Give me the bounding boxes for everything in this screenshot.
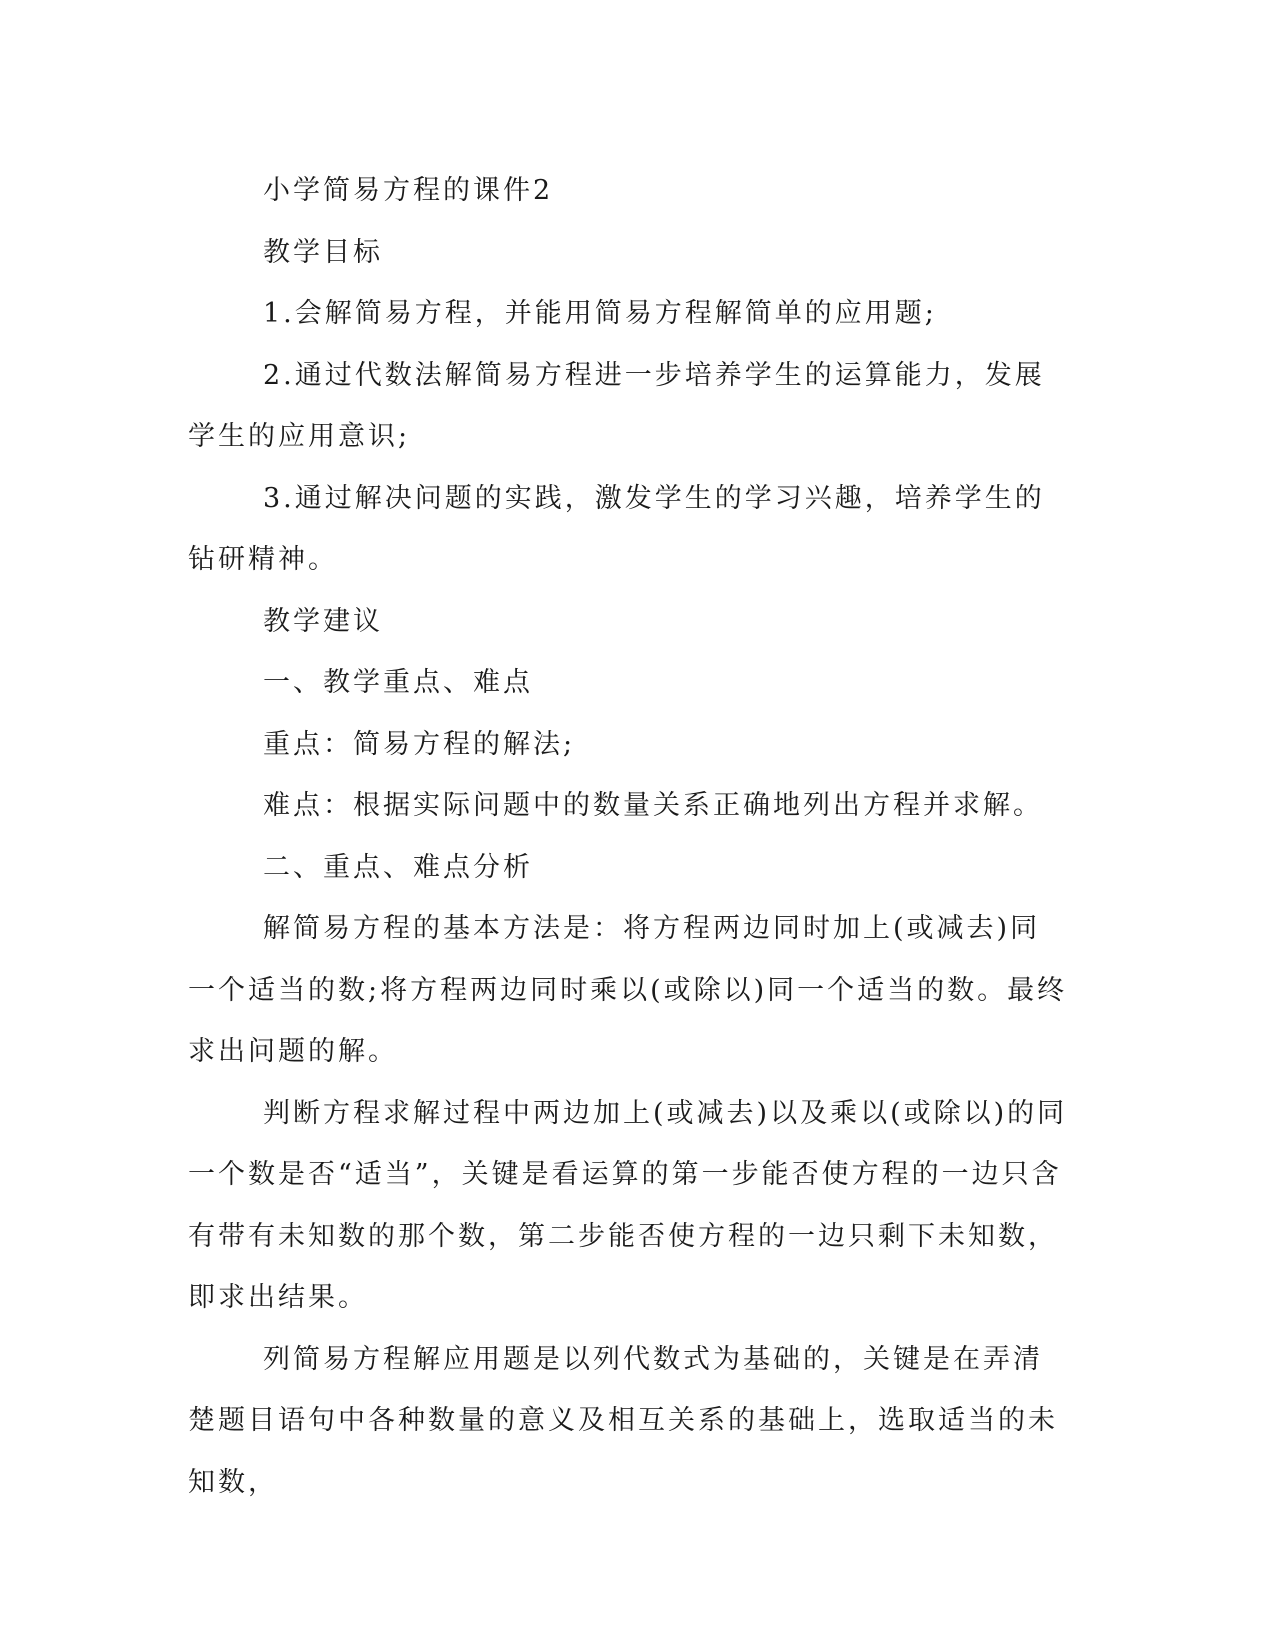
goal-item-2: 2.通过代数法解简易方程进一步培养学生的运算能力，发展学生的应用意识; [188,359,1045,452]
goal-item-3: 3.通过解决问题的实践，激发学生的学习兴趣，培养学生的钻研精神。 [188,482,1045,575]
body-paragraph-method: 解简易方程的基本方法是：将方程两边同时加上(或减去)同一个适当的数;将方程两边同时乘以(或除以)同一个适当的数。最终求出问题的解。 [188,913,1068,1067]
document-body [188,160,1068,1513]
subheading-key-points: 一、教学重点、难点 [263,667,533,698]
body-paragraph-judgement: 判断方程求解过程中两边加上(或减去)以及乘以(或除以)的同一个数是否“适当”，关键是看运算的第一步能否使方程的一边只含有带有未知数的那个数，第二步能否使方程的一边只剩下未知数，即求出结果。 [188,1097,1068,1313]
document-title: 小学简易方程的课件2 [263,175,554,206]
section-heading-teaching-suggestions: 教学建议 [263,605,383,637]
goal-item-1: 1.会解简易方程，并能用简易方程解简单的应用题; [263,298,937,329]
body-paragraph-application: 列简易方程解应用题是以列代数式为基础的，关键是在弄清楚题目语句中各种数量的意义及相互关系的基础上，选取适当的未知数， [188,1343,1058,1498]
section-heading-teaching-goals: 教学目标 [263,236,383,268]
difficulty-text: 难点：根据实际问题中的数量关系正确地列出方程并求解。 [263,790,1043,821]
subheading-analysis: 二、重点、难点分析 [263,851,533,883]
key-point-text: 重点：简易方程的解法; [263,728,576,760]
